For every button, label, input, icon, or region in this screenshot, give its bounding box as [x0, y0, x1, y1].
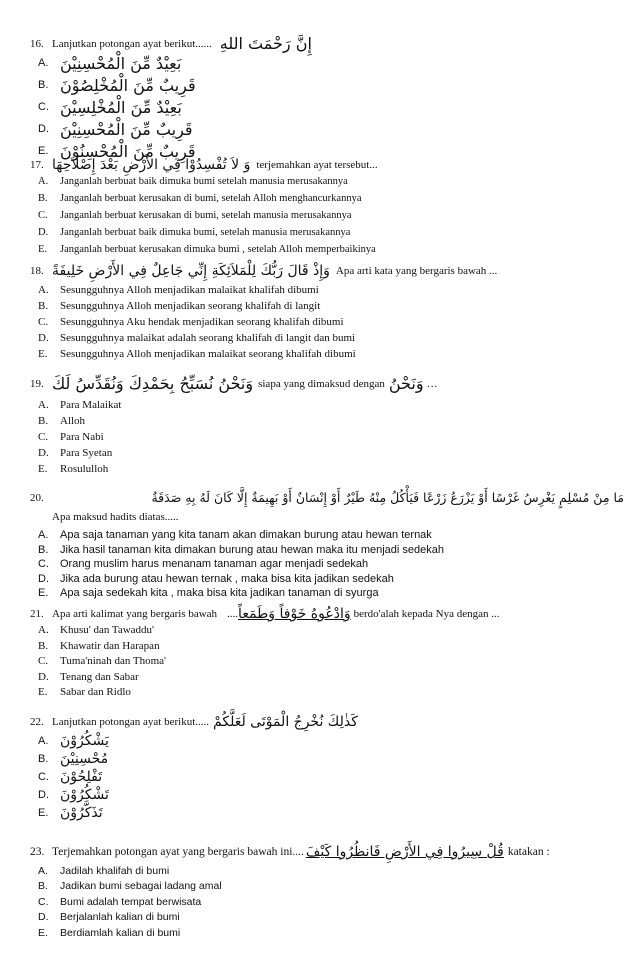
question-number: 18.	[30, 265, 44, 277]
option-b[interactable]	[30, 639, 624, 655]
option-letter: E.	[38, 587, 49, 600]
option-text: يَشْكُرُوْنَ	[60, 733, 109, 749]
question-17	[30, 157, 624, 258]
question-prompt-after: katakan :	[507, 846, 550, 858]
option-text: Rosululloh	[60, 463, 109, 475]
option-text: تَشْكُرُوْنَ	[60, 787, 109, 803]
dots: ....	[227, 608, 239, 620]
option-b[interactable]	[30, 413, 624, 429]
option-letter: C.	[38, 316, 49, 328]
option-letter: B.	[38, 79, 49, 91]
question-prompt: terjemahkan ayat tersebut...	[256, 159, 378, 171]
option-a[interactable]	[30, 282, 624, 298]
option-letter: D.	[38, 227, 49, 238]
question-prompt: Apa arti kata yang bergaris bawah ...	[335, 265, 498, 277]
option-letter: E.	[38, 686, 48, 699]
option-c[interactable]	[30, 654, 624, 670]
option-b[interactable]	[30, 879, 624, 894]
option-text: Sesungguhnya Alloh menjadikan malaikat khalifah dibumi	[60, 284, 319, 296]
option-letter: D.	[38, 123, 49, 135]
question-number: 20.	[30, 492, 44, 504]
option-d[interactable]	[30, 330, 624, 346]
option-d[interactable]	[30, 670, 624, 686]
option-text: Apa saja sedekah kita , maka bisa kita jadikan tanaman di syurga	[60, 587, 379, 600]
option-e[interactable]	[30, 685, 624, 701]
arabic-verse: وَ لاَ تُفْسِدُوْا فِي الأَرْضِ بَعْدَ إِصْلاَحِهَا	[52, 157, 251, 173]
option-d[interactable]	[30, 445, 624, 461]
option-text: Janganlah berbuat baik dimuka bumi setelah manusia merusakannya	[60, 176, 348, 187]
option-a[interactable]	[30, 528, 624, 543]
question-19-stem	[30, 376, 624, 392]
option-e[interactable]	[30, 926, 624, 941]
option-letter: E.	[38, 926, 48, 939]
option-b[interactable]	[30, 543, 624, 558]
option-d[interactable]	[30, 572, 624, 587]
question-number: 21.	[30, 608, 44, 620]
question-23	[30, 844, 624, 941]
option-letter: A.	[38, 624, 49, 636]
options-list	[30, 282, 624, 362]
options-list	[30, 397, 624, 477]
option-letter: E.	[38, 463, 48, 475]
option-d[interactable]	[30, 224, 624, 241]
question-18-stem	[30, 263, 624, 279]
option-letter: A.	[38, 176, 49, 187]
question-21	[30, 606, 624, 701]
options-list	[30, 173, 624, 258]
option-letter: B.	[38, 193, 48, 204]
question-20	[30, 490, 624, 601]
option-letter: E.	[38, 244, 48, 255]
option-text: Bumi adalah tempat berwisata	[60, 895, 202, 908]
option-d[interactable]	[30, 786, 624, 804]
option-letter: B.	[38, 300, 49, 312]
option-text: Apa saja tanaman yang kita tanam akan dimakan burung atau hewan ternak	[60, 529, 432, 541]
options-list	[30, 623, 624, 701]
option-text: Jadikan bumi sebagai ladang amal	[60, 880, 222, 893]
option-letter: B.	[38, 415, 49, 427]
option-e[interactable]	[30, 461, 624, 477]
options-list	[30, 732, 624, 822]
options-list	[30, 528, 624, 601]
arabic-verse: وَادْعُوهُ خَوْفاً وَطَمَعاً	[238, 606, 351, 622]
option-text: Sesungguhnya Alloh menjadikan malaikat seorang khalifah dibumi	[60, 348, 356, 360]
option-a[interactable]	[30, 397, 624, 413]
option-c[interactable]	[30, 429, 624, 445]
option-letter: B.	[38, 639, 49, 652]
option-b[interactable]	[30, 298, 624, 314]
option-letter: D.	[38, 911, 49, 924]
option-text: Janganlah berbuat kerusakan dimuka bumi , setelah Alloh memperbaikinya	[60, 244, 376, 255]
arabic-verse: قُلْ سِيرُوا فِي الأَرْضِ فَانظُرُوا كَيْفَ	[305, 844, 504, 860]
option-letter: C.	[38, 655, 49, 668]
option-letter: B.	[38, 543, 49, 556]
question-23-stem	[30, 844, 624, 860]
options-list	[30, 52, 624, 162]
question-prompt: Lanjutkan potongan ayat berikut......	[52, 38, 212, 50]
question-prompt: Apa maksud hadits diatas.....	[52, 511, 179, 523]
question-17-stem	[30, 157, 624, 173]
arabic-verse: وَإِذْ قَالَ رَبُّكَ لِلْمَلاَئِكَةِ إِنِّي جَاعِلٌ فِي الأَرْضِ خَلِيفَةً	[52, 263, 330, 279]
question-prompt: Terjemahkan potongan ayat yang bergaris bawah ini....	[52, 846, 304, 858]
option-b[interactable]	[30, 74, 624, 96]
option-d[interactable]	[30, 910, 624, 925]
option-text: Janganlah berbuat kerusakan di bumi, setelah Alloh menghancurkannya	[60, 193, 362, 204]
question-number: 17.	[30, 159, 44, 171]
option-c[interactable]	[30, 207, 624, 224]
option-text: بَعِيْدٌ مِّنَ الْمُخْلِسِيْنَ	[60, 97, 182, 117]
option-letter: C.	[38, 101, 49, 113]
option-letter: A.	[38, 399, 49, 411]
question-19	[30, 376, 624, 477]
option-letter: C.	[38, 771, 49, 783]
option-text: Para Nabi	[60, 431, 104, 443]
option-letter: C.	[38, 210, 48, 221]
option-e[interactable]	[30, 804, 624, 822]
option-text: Sesungguhnya Alloh menjadikan seorang khalifah di langit	[60, 300, 321, 312]
option-text: Sesungguhnya malaikat adalah seorang khalifah di langit dan bumi	[60, 332, 356, 344]
arabic-hadith: مَا مِنْ مُسْلِمٍ يَغْرِسُ غَرْسًا أَوْ يَزْرَعُ زَرْعًا فَيَأْكُلُ مِنْهُ طَيْرٌ أَوْ إِنْسَانٌ أَوْ بَهِيمَةٌ إِلَّا كَانَ لَهُ بِهِ صَدَقَةٌ	[151, 490, 624, 505]
option-c[interactable]	[30, 314, 624, 330]
option-a[interactable]	[30, 52, 624, 74]
option-e[interactable]	[30, 241, 624, 258]
arabic-verse: كَذٰلِكَ نُخْرِجُ الْمَوْتَى لَعَلَّكُمْ	[213, 714, 358, 730]
option-b[interactable]	[30, 190, 624, 207]
option-letter: D.	[38, 670, 49, 683]
question-prompt: Lanjutkan potongan ayat berikut.....	[52, 716, 210, 728]
options-list	[30, 864, 624, 941]
option-text: Para Malaikat	[60, 399, 122, 411]
option-letter: B.	[38, 880, 48, 893]
option-letter: E.	[38, 807, 49, 819]
option-c[interactable]	[30, 96, 624, 118]
question-number: 16.	[30, 38, 44, 50]
question-number: 22.	[30, 716, 44, 728]
ellipsis: …	[426, 378, 438, 390]
option-text: Berjalanlah kalian di bumi	[60, 911, 180, 924]
arabic-verse: إِنَّ رَحْمَتَ اللهِ	[219, 34, 312, 53]
option-letter: A.	[38, 529, 49, 541]
option-text: Berdiamlah kalian di bumi	[60, 926, 181, 939]
option-text: قَرِيبٌ مِّنَ الْمُخْلِصُوْنَ	[60, 75, 196, 95]
question-number: 23.	[30, 846, 45, 858]
question-20-stem	[30, 490, 624, 506]
option-text: Tuma'ninah dan Thoma'	[60, 655, 167, 668]
option-c[interactable]	[30, 557, 624, 572]
option-letter: A.	[38, 735, 49, 747]
option-letter: D.	[38, 572, 49, 585]
option-b[interactable]	[30, 750, 624, 768]
option-c[interactable]	[30, 895, 624, 910]
option-a[interactable]	[30, 732, 624, 750]
option-text: Khawatir dan Harapan	[60, 639, 160, 652]
option-letter: C.	[38, 895, 49, 908]
option-text: قَرِيبٌ مِّنَ الْمُحْسِنُوْنَ	[60, 141, 196, 161]
option-a[interactable]	[30, 864, 624, 879]
option-letter: E.	[38, 348, 48, 360]
option-text: Janganlah berbuat kerusakan di bumi, setelah manusia merusakannya	[60, 210, 352, 221]
arabic-word: وَنَحْنُ	[388, 374, 424, 393]
option-text: تَذَكَّرُوْنَ	[60, 805, 103, 821]
option-a[interactable]	[30, 173, 624, 190]
option-letter: A.	[38, 865, 48, 877]
option-text: Sesungguhnya Aku hendak menjadikan seorang khalifah dibumi	[60, 316, 344, 328]
option-text: Jika hasil tanaman kita dimakan burung atau hewan maka itu menjadi sedekah	[60, 543, 445, 556]
option-text: تَفْلِحُوْنَ	[60, 769, 103, 785]
question-number: 19.	[30, 378, 44, 390]
question-prompt: siapa yang dimaksud dengan	[258, 378, 385, 390]
option-text: Janganlah berbuat baik dimuka bumi, setelah manusia merusakannya	[60, 227, 351, 238]
question-22-stem	[30, 714, 624, 730]
option-letter: A.	[38, 284, 49, 296]
option-letter: D.	[38, 447, 49, 459]
option-letter: B.	[38, 753, 49, 765]
option-a[interactable]	[30, 623, 624, 639]
question-prompt: Apa arti kalimat yang bergaris bawah	[52, 608, 218, 620]
question-16	[30, 36, 624, 162]
option-c[interactable]	[30, 768, 624, 786]
option-text: Sabar dan Ridlo	[60, 686, 131, 699]
option-text: Tenang dan Sabar	[60, 670, 139, 683]
option-text: Jika ada burung atau hewan ternak , maka bisa kita jadikan sedekah	[60, 572, 394, 585]
option-text: Orang muslim harus menanam tanaman agar menjadi sedekah	[60, 558, 369, 571]
option-text: مُحْسِنِيْنَ	[60, 751, 109, 767]
option-text: Alloh	[60, 415, 86, 427]
option-letter: C.	[38, 431, 49, 443]
option-text: Para Syetan	[60, 447, 113, 459]
option-letter: A.	[38, 57, 49, 69]
question-18	[30, 263, 624, 362]
option-letter: C.	[38, 558, 49, 571]
option-d[interactable]	[30, 118, 624, 140]
option-text: Khusu' dan Tawaddu'	[60, 624, 155, 636]
option-text: قَرِيبٌ مِّنَ الْمُحْسِنِيْنَ	[60, 119, 193, 139]
option-text: Jadilah khalifah di bumi	[60, 865, 170, 877]
question-16-stem	[30, 36, 624, 52]
arabic-verse: وَنَحْنُ نُسَبِّحُ بِحَمْدِكَ وَنُقَدِّسُ لَكَ	[52, 374, 254, 393]
option-e[interactable]	[30, 346, 624, 362]
option-text: بَعِيْدٌ مِّنَ الْمُحْسِنِيْنَ	[60, 53, 182, 73]
option-letter: D.	[38, 332, 49, 344]
question-prompt-after: berdo'alah kepada Nya dengan ...	[353, 608, 500, 620]
question-22	[30, 714, 624, 822]
option-letter: E.	[38, 145, 49, 157]
question-21-stem	[30, 606, 624, 622]
option-letter: D.	[38, 789, 49, 801]
option-e[interactable]	[30, 586, 624, 601]
